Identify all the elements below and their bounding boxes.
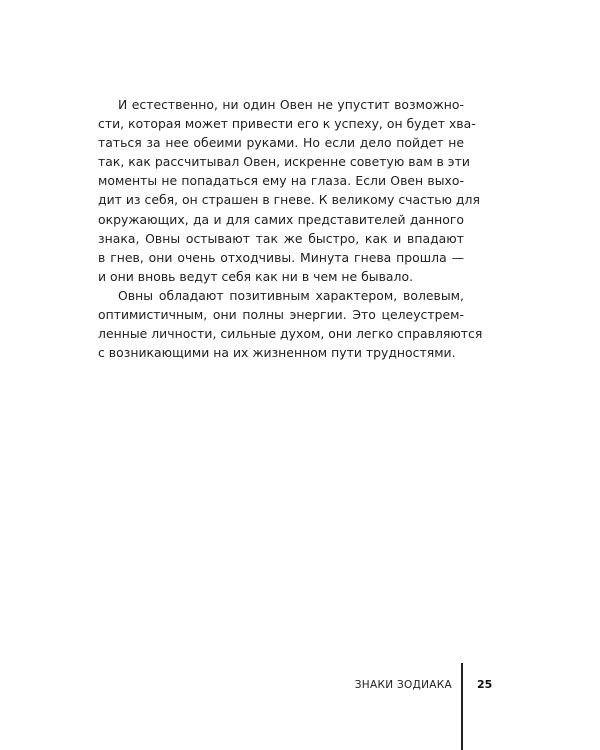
text-line: таться за нее обеими руками. Но если дело пойдет не [98, 135, 464, 151]
text-line: оптимистичным, они полны энергии. Это целеустрем- [98, 307, 464, 323]
page-number: 25 [477, 678, 493, 691]
text-line: ленные личности, сильные духом, они легко справляются [98, 326, 483, 342]
text-line: моменты не попадаться ему на глаза. Если Овен выхо- [98, 173, 464, 189]
text-line: сти, которая может привести его к успеху, он будет хва- [98, 116, 476, 132]
text-line: с возникающими на их жизненном пути трудностями. [98, 345, 456, 361]
text-line: в гнев, они очень отходчивы. Минута гнева прошла — [98, 249, 464, 265]
text-line: дит из себя, он страшен в гневе. К великому счастью для [98, 192, 480, 208]
running-footer-section-title: ЗНАКИ ЗОДИАКА [354, 679, 452, 691]
footer-divider [461, 663, 463, 750]
text-line: И естественно, ни один Овен не упустит возможно- [118, 97, 464, 112]
text-line: Овны обладают позитивным характером, волевым, [118, 287, 464, 303]
text-line: и они вновь ведут себя как ни в чем не бывало. [98, 268, 414, 284]
text-line: знака, Овны остывают так же быстро, как и впадают [98, 230, 464, 246]
body-text [98, 95, 483, 362]
text-line: окружающих, да и для самих представителей данного [98, 211, 464, 227]
text-line: так, как рассчитывал Овен, искренне советую вам в эти [98, 154, 470, 170]
